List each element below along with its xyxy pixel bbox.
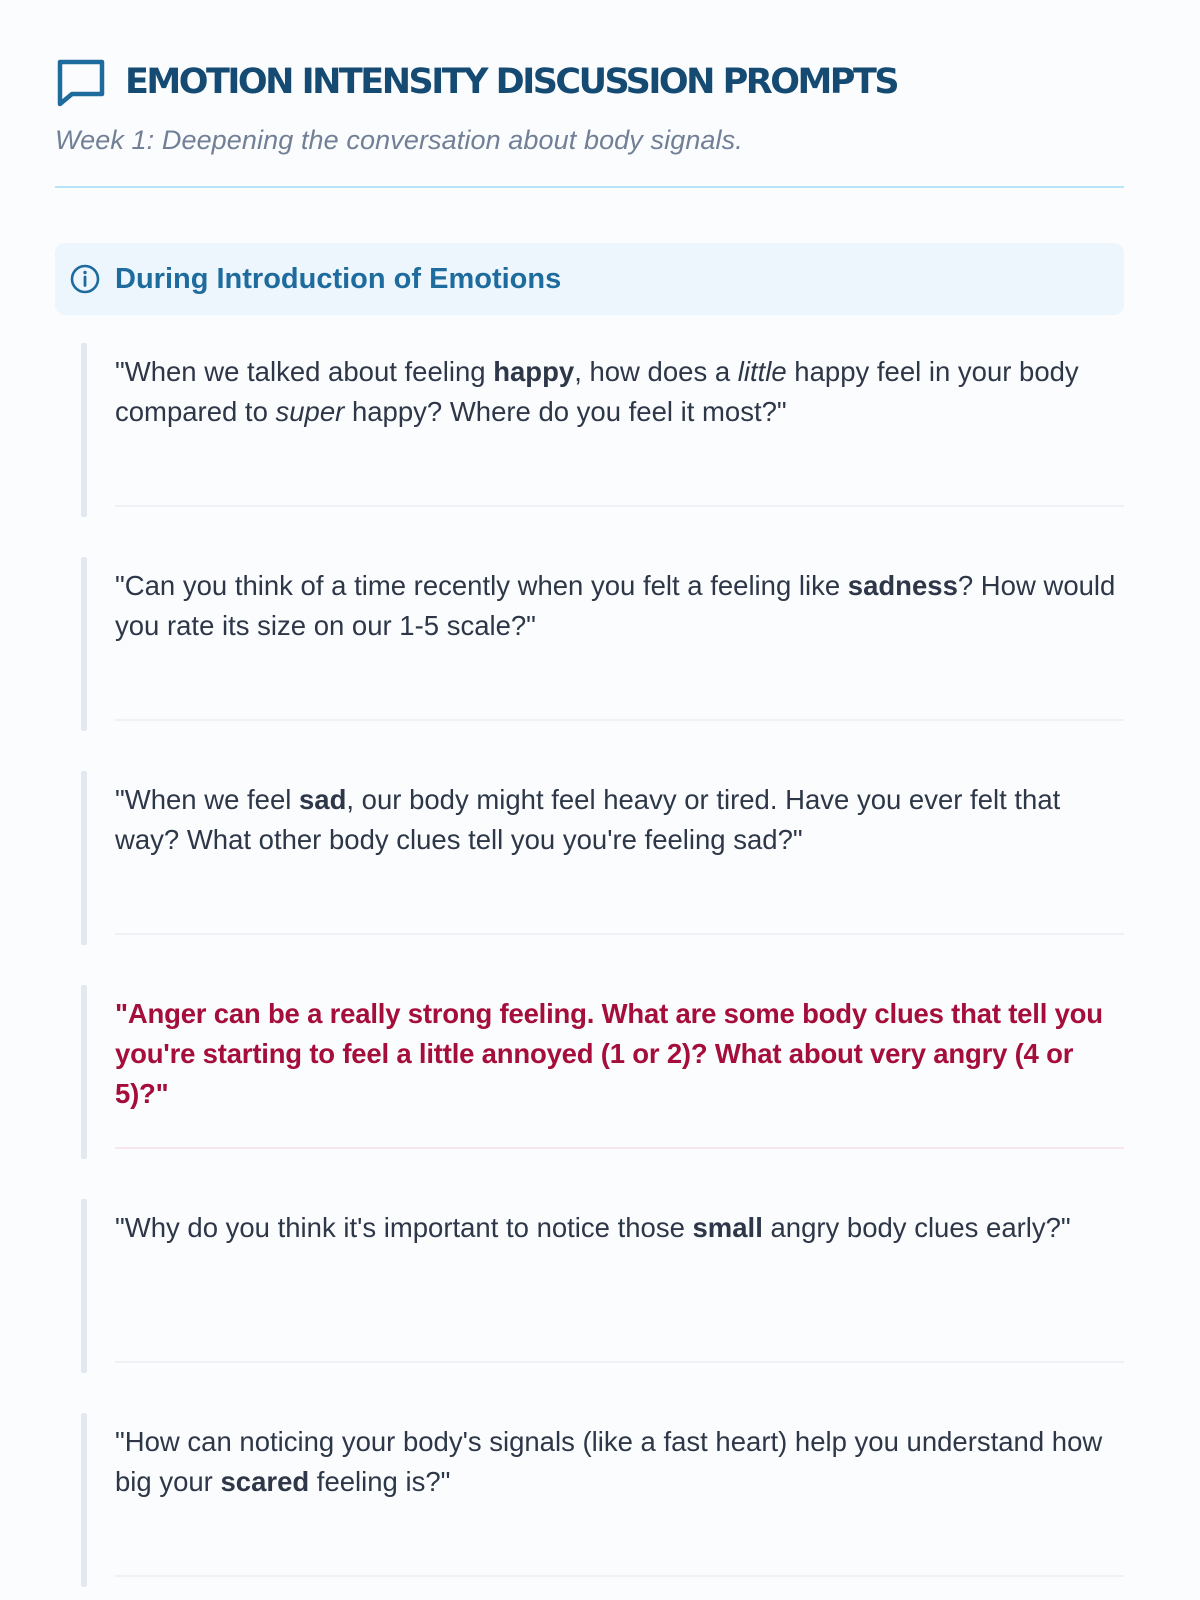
header-divider	[55, 186, 1124, 188]
prompt-text-segment: happy feel in your body compared to	[115, 356, 1079, 427]
prompt-accent-bar	[81, 1199, 87, 1373]
prompt-text-segment: feeling is?"	[309, 1466, 451, 1497]
prompt-text	[115, 1199, 1124, 1248]
prompt-emphasis-bold: sad	[299, 784, 347, 815]
prompt-emphasis-bold: happy	[493, 356, 575, 387]
prompt-text	[115, 1413, 1124, 1502]
prompt-text-segment: "When we talked about feeling	[115, 356, 494, 387]
prompt-text-segment: happy? Where do you feel it most?"	[344, 396, 787, 427]
prompt-divider	[115, 719, 1124, 721]
prompt-text-segment: "When we feel	[115, 784, 300, 815]
prompt-accent-bar	[81, 985, 87, 1159]
prompt-accent-bar	[81, 343, 87, 517]
prompt-list	[55, 343, 1124, 1587]
prompt-text-segment: "Why do you think it's important to notice those	[115, 1212, 693, 1243]
section-banner	[55, 243, 1124, 315]
prompt-text	[115, 985, 1124, 1114]
prompt-card	[55, 771, 1124, 945]
prompt-divider	[115, 1147, 1124, 1149]
prompt-emphasis-bold: sadness	[847, 570, 958, 601]
page-subtitle: Week 1: Deepening the conversation about body signals.	[55, 125, 743, 155]
prompt-card	[55, 557, 1124, 731]
prompt-divider	[115, 933, 1124, 935]
prompt-divider	[115, 1361, 1124, 1363]
prompt-card	[55, 1199, 1124, 1373]
page-title: EMOTION INTENSITY DISCUSSION PROMPTS	[125, 62, 898, 102]
prompt-card	[55, 1413, 1124, 1587]
info-circle-icon	[69, 263, 101, 295]
prompt-text-segment: angry body clues early?"	[762, 1212, 1071, 1243]
prompt-emphasis-bold: small	[692, 1212, 763, 1243]
prompt-text-segment: "Can you think of a time recently when you felt a feeling like	[115, 570, 848, 601]
prompt-divider	[115, 505, 1124, 507]
prompt-text	[115, 771, 1124, 860]
page-header	[55, 0, 1124, 188]
prompt-emphasis-bold: scared	[220, 1466, 310, 1497]
prompt-text-segment: "Anger can be a really strong feeling. What are some body clues that tell you you're starting to feel a little annoyed (1 or 2)? What about very angry (4 or 5)?"	[115, 998, 1103, 1109]
section-title: During Introduction of Emotions	[115, 262, 562, 295]
prompt-accent-bar	[81, 771, 87, 945]
prompt-card-highlighted	[55, 985, 1124, 1159]
prompt-text-segment: "How can noticing your body's signals (like a fast heart) help you understand how big your	[115, 1426, 1103, 1497]
prompt-text-segment: ? How would you rate its size on our 1-5 scale?"	[115, 570, 1116, 641]
prompt-emphasis-italic: super	[275, 396, 345, 427]
chat-bubble-icon	[55, 57, 107, 107]
prompt-text	[115, 557, 1124, 646]
prompt-text-segment: , how does a	[574, 356, 738, 387]
prompt-accent-bar	[81, 1413, 87, 1587]
prompt-text	[115, 343, 1124, 432]
prompt-emphasis-italic: little	[737, 356, 787, 387]
prompt-text-segment: , our body might feel heavy or tired. Have you ever felt that way? What other body clues tell you you're feeling sad?"	[115, 784, 1061, 855]
title-row	[55, 57, 1124, 107]
prompt-accent-bar	[81, 557, 87, 731]
prompt-card	[55, 343, 1124, 517]
prompt-divider	[115, 1575, 1124, 1577]
